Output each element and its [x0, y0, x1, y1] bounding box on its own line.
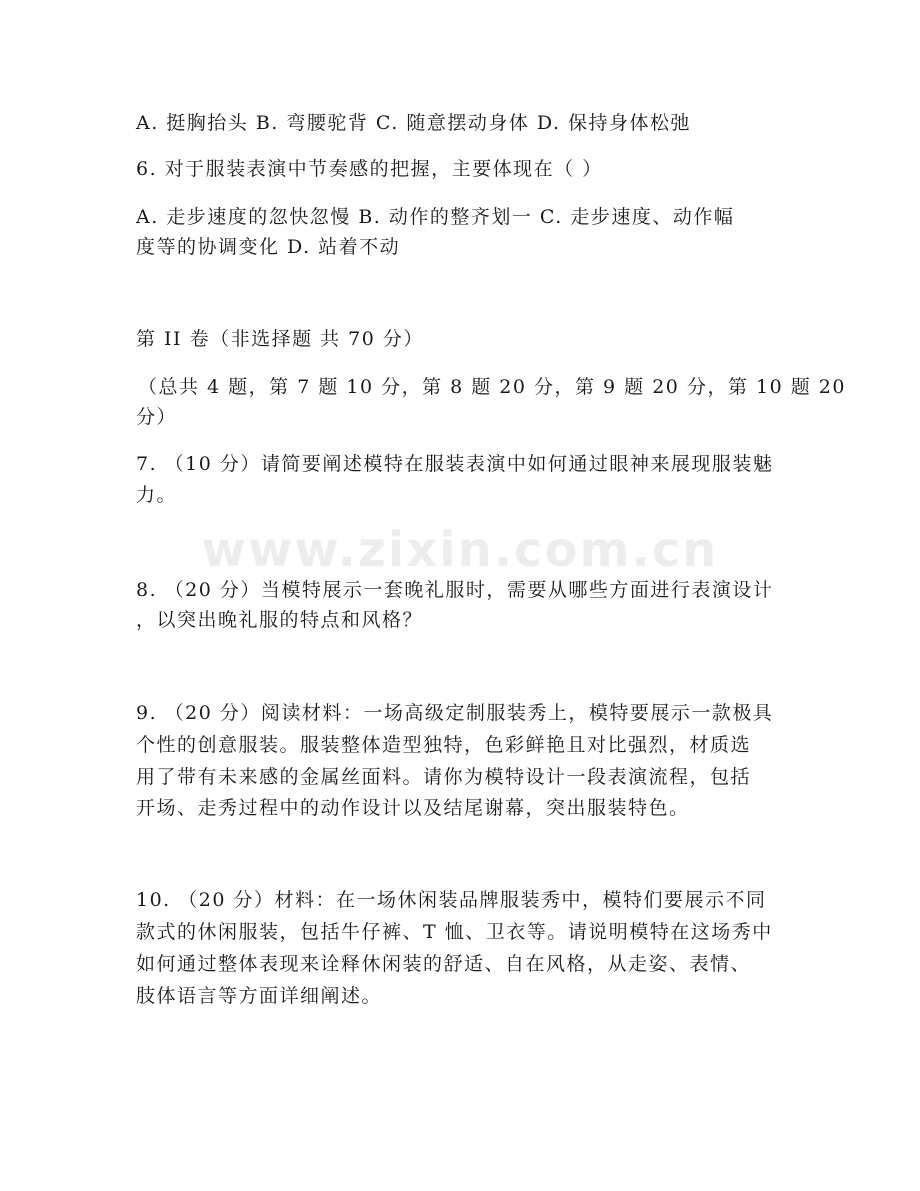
section-note-line-2: 分）: [136, 406, 178, 428]
q8-line-2: ，以突出晚礼服的特点和风格？: [136, 609, 424, 631]
q9-line-2: 个性的创意服装。服装整体造型独特，色彩鲜艳且对比强烈，材质选: [136, 734, 752, 756]
q10-line-1: 10. （20 分）材料：在一场休闲装品牌服装秀中，模特们要展示不同: [136, 889, 767, 911]
q9-line-3: 用了带有未来感的金属丝面料。请你为模特设计一段表演流程，包括: [136, 766, 752, 788]
section-note-line-1: （总共 4 题，第 7 题 10 分，第 8 题 20 分，第 9 题 20 分，第 10 题 20: [138, 376, 846, 398]
q10-line-3: 如何通过整体表现来诠释休闲装的舒适、自在风格，从走姿、表情、: [136, 953, 752, 975]
q9-line-1: 9. （20 分）阅读材料：一场高级定制服装秀上，模特要展示一款极具: [136, 702, 774, 724]
q9-line-4: 开场、走秀过程中的动作设计以及结尾谢幕，突出服装特色。: [136, 797, 690, 819]
q10-line-4: 肢体语言等方面详细阐述。: [136, 985, 383, 1007]
q6-options-line-2: 度等的协调变化 D. 站着不动: [136, 236, 401, 258]
q7-line-1: 7. （10 分）请简要阐述模特在服装表演中如何通过眼神来展现服装魅: [136, 453, 774, 475]
q7-line-2: 力。: [136, 484, 178, 506]
q6-options-line-1: A. 走步速度的忽快忽慢 B. 动作的整齐划一 C. 走步速度、动作幅: [136, 206, 735, 228]
section-title: 第 II 卷（非选择题 共 70 分）: [136, 328, 424, 350]
q5-options: A. 挺胸抬头 B. 弯腰驼背 C. 随意摆动身体 D. 保持身体松弛: [136, 112, 692, 134]
watermark: www.zixin.com.cn: [201, 522, 719, 578]
q8-line-1: 8. （20 分）当模特展示一套晚礼服时，需要从哪些方面进行表演设计: [136, 579, 774, 601]
q6-stem: 6. 对于服装表演中节奏感的把握，主要体现在（ ）: [136, 158, 603, 180]
q10-line-2: 款式的休闲服装，包括牛仔裤、T 恤、卫衣等。请说明模特在这场秀中: [136, 921, 773, 943]
